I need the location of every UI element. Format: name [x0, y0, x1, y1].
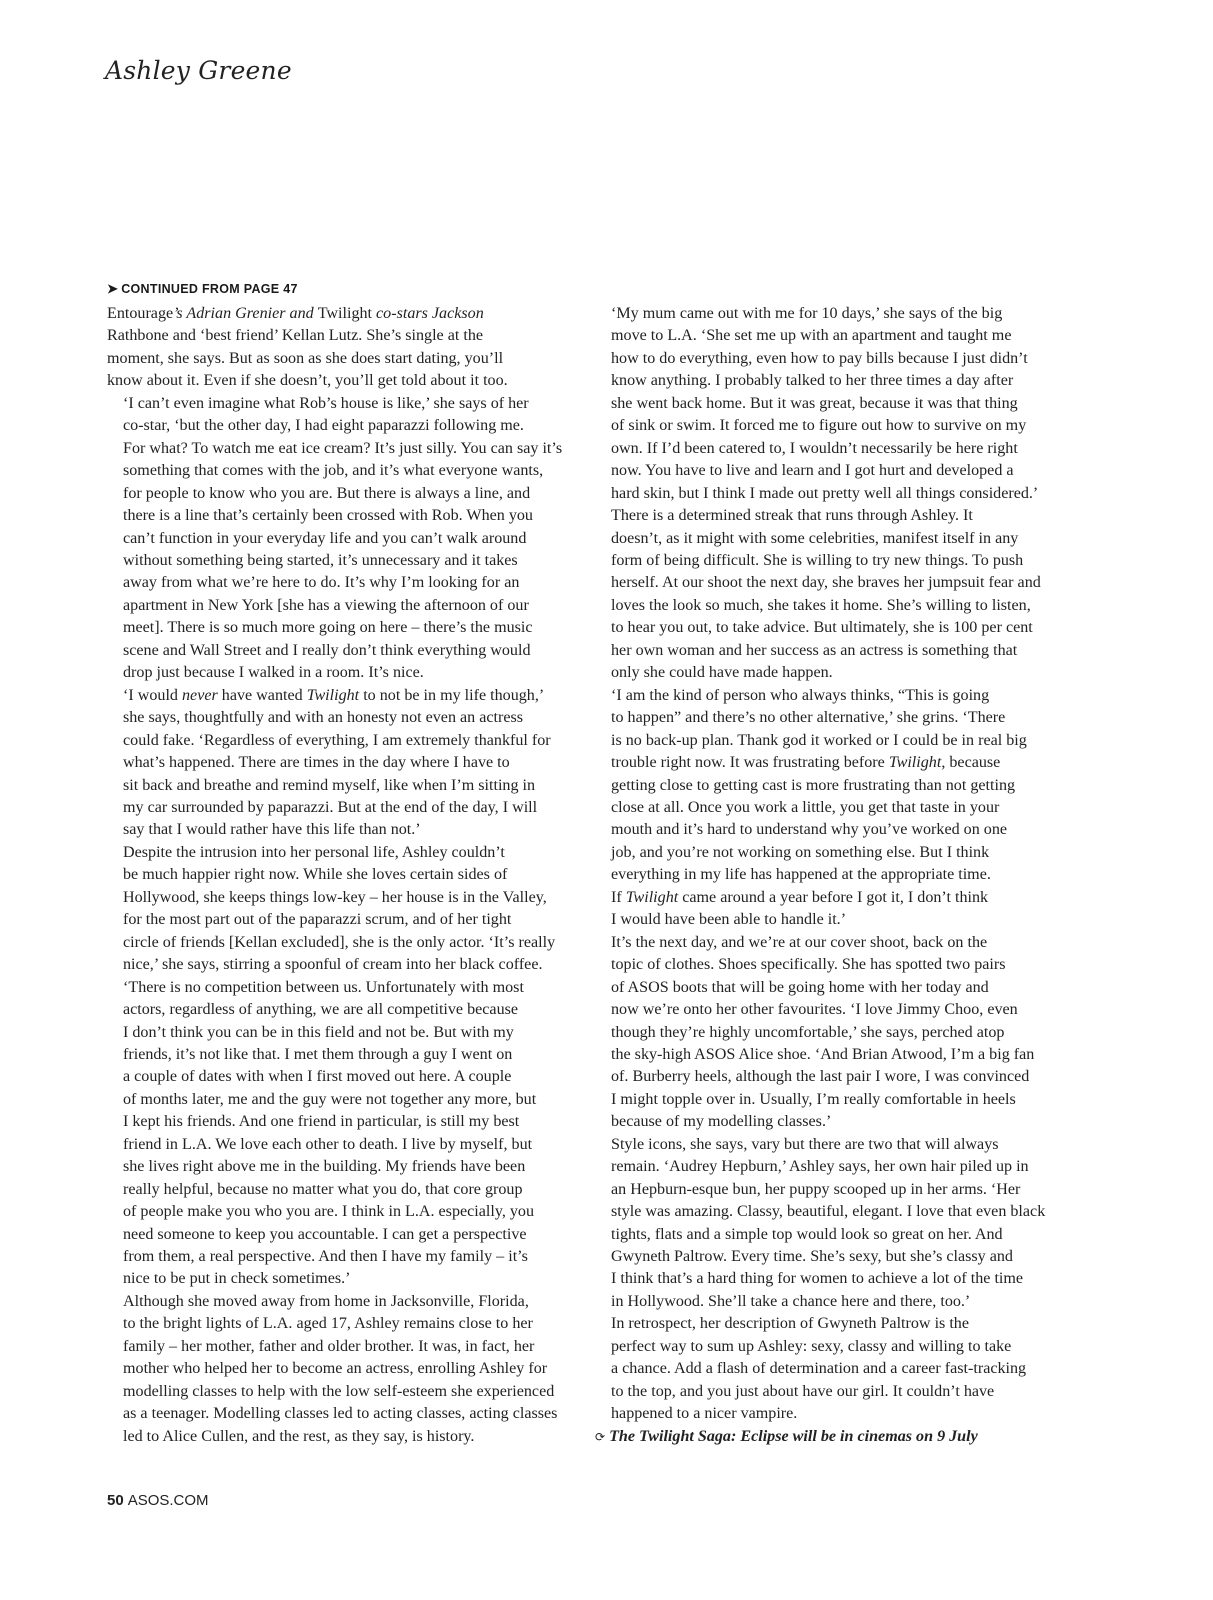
- text-line: as a teenager. Modelling classes led to acting classes, acting classes: [123, 1405, 558, 1423]
- text-line: ‘I can’t even imagine what Rob’s house is like,’ she says of her: [123, 394, 529, 412]
- text-line: I think that’s a hard thing for women to achieve a lot of the time: [611, 1270, 1024, 1288]
- text-line: I might topple over in. Usually, I’m really comfortable in heels: [611, 1090, 1016, 1108]
- article-column-left: [107, 303, 577, 1448]
- text-line: is no back-up plan. Thank god it worked or I could be in real big: [611, 731, 1027, 749]
- text-line: mouth and it’s hard to understand why you’ve worked on one: [611, 821, 1008, 839]
- text-line: move to L.A. ‘She set me up with an apartment and taught me: [611, 327, 1012, 345]
- text-line: an Hepburn-esque bun, her puppy scooped up in her arms. ‘Her: [611, 1180, 1021, 1198]
- text-line: away from what we’re here to do. It’s why I’m looking for an: [123, 574, 520, 592]
- text-line: of months later, me and the guy were not together any more, but: [123, 1090, 537, 1108]
- caption-text: The Twilight Saga: Eclipse will be in cinemas on 9 July: [609, 1427, 978, 1445]
- text-line: everything in my life has happened at the appropriate time.: [611, 866, 991, 884]
- italic-title: ’s Adrian Grenier and: [173, 305, 318, 322]
- text-line: without something being started, it’s unnecessary and it takes: [123, 551, 518, 569]
- text-line: friend in L.A. We love each other to death. I live by myself, but: [123, 1135, 533, 1153]
- text-line: topic of clothes. Shoes specifically. She has spotted two pairs: [611, 956, 1006, 974]
- text-line: her own woman and her success as an actress is something that: [611, 641, 1018, 659]
- text-line: modelling classes to help with the low self-esteem she experienced: [123, 1382, 555, 1400]
- text-line: only she could have made happen.: [611, 664, 833, 682]
- text-line: my car surrounded by paparazzi. But at the end of the day, I will: [123, 798, 538, 816]
- text-line: now we’re onto her other favourites. ‘I love Jimmy Choo, even: [611, 1001, 1018, 1019]
- paragraph: [595, 932, 1065, 1134]
- text-line: For what? To watch me eat ice cream? It’s just silly. You can say it’s: [123, 439, 563, 457]
- text-line: job, and you’re not working on something else. But I think: [611, 843, 990, 861]
- text-line: ‘I would never have wanted Twilight to not be in my life though,’: [123, 686, 545, 704]
- paragraph: [595, 505, 1065, 685]
- text-line: in Hollywood. She’ll take a chance here and there, too.’: [611, 1292, 971, 1310]
- italic-title: never: [182, 686, 218, 704]
- paragraph: [107, 393, 577, 685]
- paragraph: [595, 303, 1065, 505]
- text-line: to the top, and you just about have our girl. It couldn’t have: [611, 1382, 995, 1400]
- text-line: to happen” and there’s no other alternative,’ she grins. ‘There: [611, 709, 1006, 727]
- text-line: circle of friends [Kellan excluded], she is the only actor. ‘It’s really: [123, 933, 556, 951]
- paragraph: [107, 1291, 577, 1448]
- text-line: If Twilight came around a year before I got it, I don’t think: [611, 888, 989, 906]
- text-line: co-star, ‘but the other day, I had eight paparazzi following me.: [123, 417, 524, 435]
- text-line: I would have been able to handle it.’: [611, 911, 847, 929]
- article-column-right: [595, 303, 1065, 1448]
- text-line: to the bright lights of L.A. aged 17, Ashley remains close to her: [123, 1315, 533, 1333]
- text-line: Hollywood, she keeps things low-key – her house is in the Valley,: [123, 888, 547, 906]
- text-line: the sky-high ASOS Alice shoe. ‘And Brian Atwood, I’m a big fan: [611, 1045, 1035, 1063]
- text-line: need someone to keep you accountable. I can get a perspective: [123, 1225, 527, 1243]
- text-line: close at all. Once you work a little, you get that taste in your: [611, 798, 1000, 816]
- text-line: for the most part out of the paparazzi scrum, and of her tight: [123, 911, 512, 929]
- text-line: remain. ‘Audrey Hepburn,’ Ashley says, her own hair piled up in: [611, 1158, 1029, 1176]
- text-line: Rathbone and ‘best friend’ Kellan Lutz. She’s single at the: [107, 327, 484, 345]
- text-line: now. You have to live and learn and I got hurt and developed a: [611, 462, 1014, 480]
- text-line: trouble right now. It was frustrating before Twilight, because: [611, 754, 1001, 772]
- text-line: Gwyneth Paltrow. Every time. She’s sexy, but she’s classy and: [611, 1248, 1013, 1266]
- running-header-name: Ashley Greene: [105, 56, 292, 85]
- text-line: It’s the next day, and we’re at our cover shoot, back on the: [611, 933, 988, 951]
- text-line: of ASOS boots that will be going home with her today and: [611, 978, 989, 996]
- text-line: herself. At our shoot the next day, she braves her jumpsuit fear and: [611, 574, 1041, 592]
- text-line: ‘I am the kind of person who always thinks, “This is going: [611, 686, 990, 704]
- text-line: of sink or swim. It forced me to figure out how to survive on my: [611, 417, 1027, 435]
- text-line: sit back and breathe and remind myself, like when I’m sitting in: [123, 776, 536, 794]
- text-line: perfect way to sum up Ashley: sexy, classy and willing to take: [611, 1337, 1012, 1355]
- arrow-right-icon: ➤: [107, 281, 119, 296]
- text-line: loves the look so much, she takes it home. She’s willing to listen,: [611, 596, 1031, 614]
- text-line: what’s happened. There are times in the day where I have to: [123, 754, 510, 772]
- text-line: how to do everything, even how to pay bills because I just didn’t: [611, 349, 1028, 367]
- italic-title: Twilight: [306, 686, 360, 704]
- text-line: ‘There is no competition between us. Unfortunately with most: [123, 978, 524, 996]
- text-line: style was amazing. Classy, beautiful, elegant. I love that even black: [611, 1203, 1046, 1221]
- paragraph: [595, 1313, 1065, 1425]
- text-line: say that I would rather have this life than not.’: [123, 821, 421, 839]
- text-line: I don’t think you can be in this field and not be. But with my: [123, 1023, 514, 1041]
- text-line: family – her mother, father and older brother. It was, in fact, her: [123, 1337, 535, 1355]
- text-line: she lives right above me in the building. My friends have been: [123, 1158, 526, 1176]
- text-line: meet]. There is so much more going on here – there’s the music: [123, 619, 533, 637]
- text-line: could fake. ‘Regardless of everything, I am extremely thankful for: [123, 731, 551, 749]
- continued-label: [107, 281, 298, 297]
- text-line: there is a line that’s certainly been crossed with Rob. When you: [123, 507, 533, 525]
- italic-title: Twilight: [888, 754, 942, 772]
- text-line: mother who helped her to become an actress, enrolling Ashley for: [123, 1360, 548, 1378]
- endmark-icon: ⟳: [595, 1429, 606, 1444]
- text-line: Although she moved away from home in Jacksonville, Florida,: [123, 1292, 529, 1310]
- text-line: form of being difficult. She is willing to try new things. To push: [611, 551, 1024, 569]
- text-line: There is a determined streak that runs through Ashley. It: [611, 507, 973, 525]
- text-line: can’t function in your everyday life and you can’t walk around: [123, 529, 527, 547]
- text-line: something that comes with the job, and it’s what everyone wants,: [123, 462, 544, 480]
- text-line: be much happier right now. While she loves certain sides of: [123, 866, 508, 884]
- italic-title: Twilight: [625, 888, 679, 906]
- text-line: happened to a nicer vampire.: [611, 1405, 798, 1423]
- text-line: In retrospect, her description of Gwyneth Paltrow is the: [611, 1315, 969, 1333]
- text-line: scene and Wall Street and I really don’t think everything would: [123, 641, 531, 659]
- continued-text: CONTINUED FROM PAGE 47: [121, 282, 298, 296]
- text-line: actors, regardless of anything, we are all competitive because: [123, 1001, 519, 1019]
- text-line: doesn’t, as it might with some celebrities, manifest itself in any: [611, 529, 1019, 547]
- text-line: moment, she says. But as soon as she does start dating, you’ll: [107, 349, 504, 367]
- paragraph: [107, 842, 577, 1291]
- text-line: know anything. I probably talked to her three times a day after: [611, 372, 1014, 390]
- text-line: drop just because I walked in a room. It’s nice.: [123, 664, 424, 682]
- text-line: a couple of dates with when I first moved out here. A couple: [123, 1068, 512, 1086]
- text-line: ‘My mum came out with me for 10 days,’ she says of the big: [611, 305, 1003, 322]
- text-line: really helpful, because no matter what you do, that core group: [123, 1180, 523, 1198]
- text-line: she says, thoughtfully and with an honesty not even an actress: [123, 709, 524, 727]
- paragraph: [107, 303, 577, 393]
- text-line: hard skin, but I think I made out pretty well all things considered.’: [611, 484, 1039, 502]
- text-line: of people make you who you are. I think in L.A. especially, you: [123, 1203, 535, 1221]
- text-line: Style icons, she says, vary but there are two that will always: [611, 1135, 999, 1153]
- text-line: apartment in New York [she has a viewing the afternoon of our: [123, 596, 529, 614]
- text-line: Entourage’s Adrian Grenier and Twilight co-stars Jackson: [107, 305, 484, 322]
- text-line: I kept his friends. And one friend in particular, is still my best: [123, 1113, 520, 1131]
- site-name: ASOS.COM: [127, 1492, 209, 1509]
- text-line: own. If I’d been catered to, I wouldn’t necessarily be here right: [611, 439, 1018, 457]
- italic-title: co-stars Jackson: [372, 305, 484, 322]
- paragraph: [595, 1134, 1065, 1314]
- film-release-caption: [595, 1426, 1065, 1448]
- text-line: nice to be put in check sometimes.’: [123, 1270, 351, 1288]
- paragraph: [107, 685, 577, 842]
- text-line: tights, flats and a simple top would look so great on her. And: [611, 1225, 1003, 1243]
- text-line: to hear you out, to take advice. But ultimately, she is 100 per cent: [611, 619, 1033, 637]
- text-line: getting close to getting cast is more frustrating than not getting: [611, 776, 1016, 794]
- page-footer: [107, 1492, 209, 1509]
- text-line: led to Alice Cullen, and the rest, as they say, is history.: [123, 1427, 475, 1445]
- text-line: of. Burberry heels, although the last pair I wore, I was convinced: [611, 1068, 1030, 1086]
- text-line: nice,’ she says, stirring a spoonful of cream into her black coffee.: [123, 956, 543, 974]
- paragraph: [595, 685, 1065, 932]
- text-line: a chance. Add a flash of determination and a career fast-tracking: [611, 1360, 1027, 1378]
- page-number: 50: [107, 1492, 124, 1509]
- text-line: know about it. Even if she doesn’t, you’ll get told about it too.: [107, 372, 508, 390]
- text-line: Despite the intrusion into her personal life, Ashley couldn’t: [123, 843, 505, 861]
- text-line: she went back home. But it was great, because it was that thing: [611, 394, 1018, 412]
- text-line: for people to know who you are. But there is always a line, and: [123, 484, 531, 502]
- text-line: because of my modelling classes.’: [611, 1113, 832, 1131]
- text-line: friends, it’s not like that. I met them through a guy I went on: [123, 1045, 513, 1063]
- text-line: from them, a real perspective. And then I have my family – it’s: [123, 1248, 528, 1266]
- text-line: though they’re highly uncomfortable,’ she says, perched atop: [611, 1023, 1005, 1041]
